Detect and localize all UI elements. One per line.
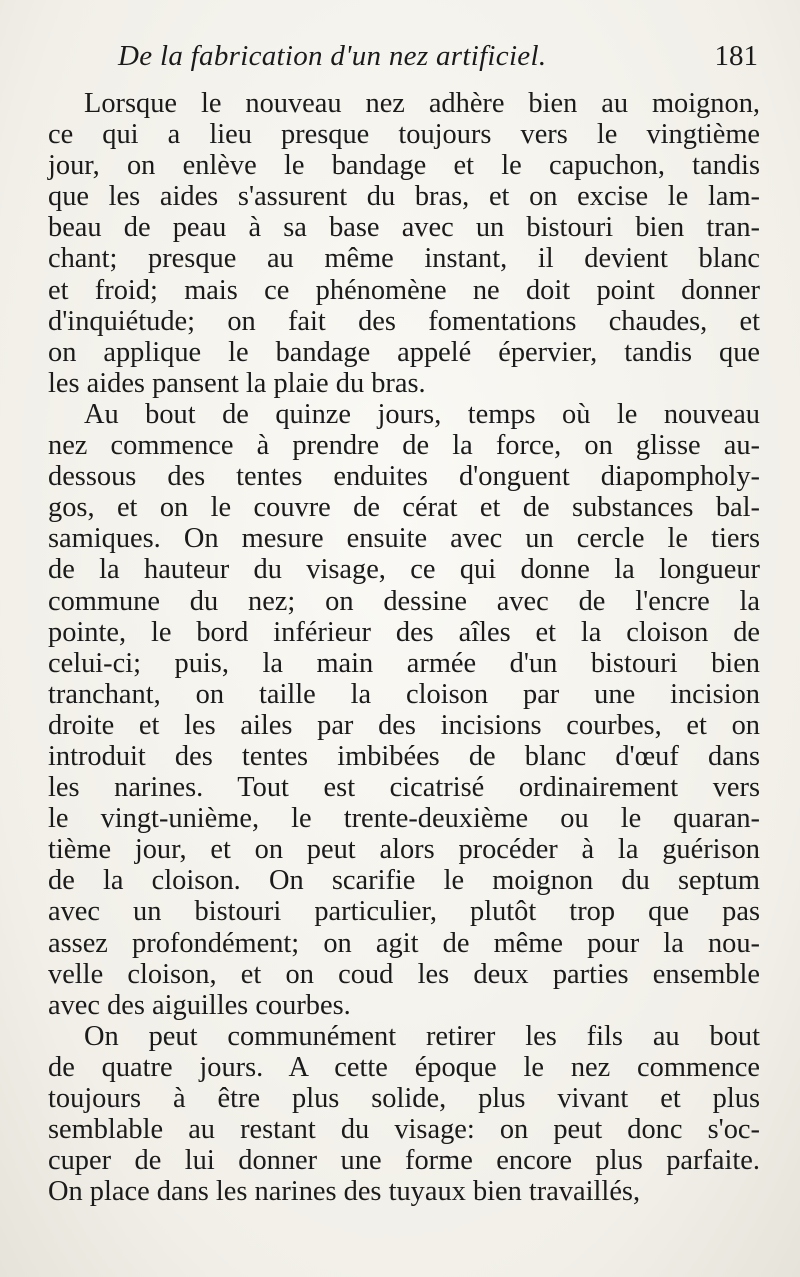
page-number: 181	[714, 40, 758, 72]
text-line: chant; presque au même instant, il devient blanc	[48, 243, 760, 275]
text-line: tième jour, et on peut alors procéder à la guérison	[48, 834, 760, 866]
text-line: droite et les ailes par des incisions courbes, et on	[48, 709, 760, 741]
text-line: tranchant, on taille la cloison par une incision	[48, 678, 760, 710]
text-line: de la hauteur du visage, ce qui donne la longueur	[48, 554, 760, 586]
text-line: dessous des tentes enduites d'onguent diapompholy-	[48, 461, 760, 493]
text-line: nez commence à prendre de la force, on glisse au-	[48, 430, 760, 462]
text-line: velle cloison, et on coud les deux parties ensemble	[48, 958, 760, 990]
text-line: de quatre jours. A cette époque le nez commence	[48, 1051, 760, 1083]
text-line: et froid; mais ce phénomène ne doit point donner	[48, 274, 760, 306]
text-line: gos, et on le couvre de cérat et de substances bal-	[48, 492, 760, 524]
text-line: On peut communément retirer les fils au bout	[84, 1020, 760, 1052]
text-line: avec des aiguilles courbes.	[48, 989, 351, 1021]
text-line: pointe, le bord inférieur des aîles et la cloison de	[48, 616, 760, 648]
text-line: semblable au restant du visage: on peut donc s'oc-	[48, 1114, 760, 1146]
body-text	[48, 88, 760, 1207]
text-line: celui-ci; puis, la main armée d'un bistouri bien	[48, 647, 760, 679]
text-line: samiques. On mesure ensuite avec un cercle le tiers	[48, 523, 760, 555]
running-head-title: De la fabrication d'un nez artificiel.	[118, 40, 547, 72]
text-line: avec un bistouri particulier, plutôt trop que pas	[48, 896, 760, 928]
text-line: beau de peau à sa base avec un bistouri bien tran-	[48, 212, 760, 244]
text-line: jour, on enlève le bandage et le capuchon, tandis	[48, 150, 760, 182]
text-line: commune du nez; on dessine avec de l'encre la	[48, 585, 760, 617]
text-line: On place dans les narines des tuyaux bien travaillés,	[48, 1176, 641, 1208]
text-line: cuper de lui donner une forme encore plus parfaite.	[48, 1145, 760, 1177]
text-line: assez profondément; on agit de même pour la nou-	[48, 927, 760, 959]
text-line: Lorsque le nouveau nez adhère bien au moignon,	[84, 88, 760, 119]
text-line: ce qui a lieu presque toujours vers le vingtième	[48, 119, 760, 151]
text-line: de la cloison. On scarifie le moignon du septum	[48, 865, 760, 897]
text-line: que les aides s'assurent du bras, et on excise le lam-	[48, 181, 760, 213]
text-line: on applique le bandage appelé épervier, tandis que	[48, 336, 760, 368]
text-line: Au bout de quinze jours, temps où le nouveau	[84, 398, 760, 430]
text-line: les aides pansent la plaie du bras.	[48, 367, 426, 399]
text-line: introduit des tentes imbibées de blanc d'œuf dans	[48, 740, 760, 772]
text-line: d'inquiétude; on fait des fomentations chaudes, et	[48, 305, 760, 337]
text-line: les narines. Tout est cicatrisé ordinairement vers	[48, 772, 760, 804]
text-line: le vingt-unième, le trente-deuxième ou le quaran-	[48, 803, 760, 835]
text-line: toujours à être plus solide, plus vivant et plus	[48, 1083, 760, 1114]
paragraph	[48, 399, 760, 1021]
paragraph	[48, 88, 760, 399]
running-head	[118, 40, 758, 76]
paragraph	[48, 1021, 760, 1208]
